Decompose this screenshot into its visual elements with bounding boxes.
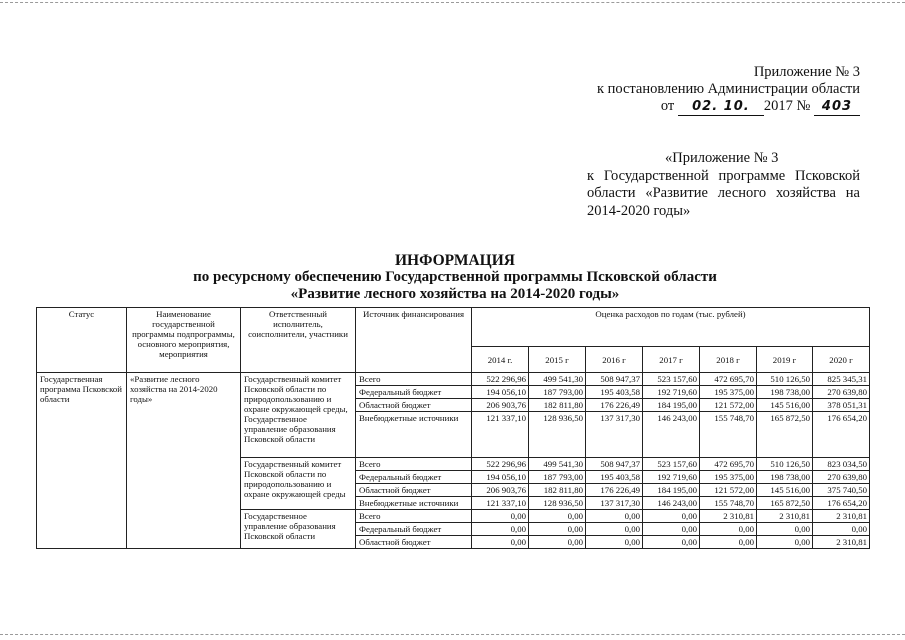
- appendix-decree-line1: Приложение № 3: [753, 64, 860, 80]
- value-cell: 195 375,00: [700, 471, 757, 484]
- header-year: 2019 г: [757, 347, 813, 373]
- value-cell: 823 034,50: [813, 458, 870, 471]
- executor-cell: Государственное управление образования Псковской области: [241, 510, 356, 549]
- source-cell: Областной бюджет: [356, 536, 472, 549]
- value-cell: 165 872,50: [757, 412, 813, 458]
- value-cell: 165 872,50: [757, 497, 813, 510]
- date-prefix: от: [660, 98, 675, 114]
- value-cell: 508 947,37: [586, 373, 643, 386]
- value-cell: 121 337,10: [472, 497, 529, 510]
- value-cell: 155 748,70: [700, 412, 757, 458]
- value-cell: 270 639,80: [813, 471, 870, 484]
- table-header-row: [37, 308, 870, 347]
- header-year: 2020 г: [813, 347, 870, 373]
- value-cell: 0,00: [586, 536, 643, 549]
- program-name-cell: «Развитие лесного хозяйства на 2014-2020 годы»: [127, 373, 241, 549]
- value-cell: 0,00: [529, 510, 586, 523]
- appendix-program-line1: «Приложение № 3: [665, 150, 779, 166]
- value-cell: 187 793,00: [529, 471, 586, 484]
- value-cell: 523 157,60: [643, 458, 700, 471]
- table-row: [37, 373, 870, 386]
- value-cell: 0,00: [643, 510, 700, 523]
- value-cell: 182 811,80: [529, 484, 586, 497]
- header-name: Наименование государственной программы подпрограммы, основного мероприятия, мероприятия: [127, 308, 241, 373]
- value-cell: 176 654,20: [813, 497, 870, 510]
- value-cell: 145 516,00: [757, 399, 813, 412]
- executor-cell: Государственный комитет Псковской области по природопользованию и охране окружающей среды, Государственное управление образования Псковской области: [241, 373, 356, 458]
- value-cell: 2 310,81: [700, 510, 757, 523]
- value-cell: 184 195,00: [643, 399, 700, 412]
- value-cell: 146 243,00: [643, 412, 700, 458]
- header-year: 2015 г: [529, 347, 586, 373]
- resource-table: [36, 307, 870, 549]
- header-year: 2016 г: [586, 347, 643, 373]
- value-cell: 508 947,37: [586, 458, 643, 471]
- document-subtitle: по ресурсному обеспечению Государственной программы Псковской области: [193, 269, 717, 285]
- document-title-block: [190, 252, 720, 303]
- value-cell: 375 740,50: [813, 484, 870, 497]
- value-cell: 0,00: [700, 536, 757, 549]
- value-cell: 0,00: [529, 536, 586, 549]
- value-cell: 195 375,00: [700, 386, 757, 399]
- value-cell: 0,00: [586, 510, 643, 523]
- handwritten-date: 02. 10.: [678, 98, 764, 116]
- value-cell: 195 403,58: [586, 386, 643, 399]
- value-cell: 198 738,00: [757, 386, 813, 399]
- appendix-decree-date-line: [560, 98, 860, 116]
- value-cell: 128 936,50: [529, 412, 586, 458]
- value-cell: 137 317,30: [586, 412, 643, 458]
- value-cell: 0,00: [757, 536, 813, 549]
- value-cell: 176 226,49: [586, 484, 643, 497]
- value-cell: 523 157,60: [643, 373, 700, 386]
- value-cell: 182 811,80: [529, 399, 586, 412]
- value-cell: 192 719,60: [643, 471, 700, 484]
- value-cell: 825 345,31: [813, 373, 870, 386]
- value-cell: 472 695,70: [700, 373, 757, 386]
- value-cell: 155 748,70: [700, 497, 757, 510]
- value-cell: 206 903,76: [472, 399, 529, 412]
- value-cell: 522 296,96: [472, 373, 529, 386]
- handwritten-number: 403: [814, 98, 860, 116]
- value-cell: 2 310,81: [757, 510, 813, 523]
- header-executor: Ответственный исполнитель, соисполнители, участники: [241, 308, 356, 373]
- source-cell: Федеральный бюджет: [356, 471, 472, 484]
- source-cell: Областной бюджет: [356, 484, 472, 497]
- value-cell: 187 793,00: [529, 386, 586, 399]
- page-edge-bottom: [0, 634, 905, 635]
- appendix-decree-line2: к постановлению Администрации области: [596, 81, 860, 97]
- value-cell: 499 541,30: [529, 373, 586, 386]
- value-cell: 121 572,00: [700, 484, 757, 497]
- header-year: 2018 г: [700, 347, 757, 373]
- document-title: ИНФОРМАЦИЯ: [395, 252, 515, 269]
- value-cell: 472 695,70: [700, 458, 757, 471]
- value-cell: 0,00: [643, 523, 700, 536]
- source-cell: Всего: [356, 373, 472, 386]
- value-cell: 0,00: [472, 523, 529, 536]
- value-cell: 0,00: [643, 536, 700, 549]
- source-cell: Всего: [356, 510, 472, 523]
- appendix-program-body: к Государственной программе Псковской области «Развитие лесного хозяйства на 2014-2020 годы»: [587, 167, 860, 219]
- value-cell: 0,00: [757, 523, 813, 536]
- value-cell: 270 639,80: [813, 386, 870, 399]
- value-cell: 194 056,10: [472, 386, 529, 399]
- source-cell: Федеральный бюджет: [356, 386, 472, 399]
- source-cell: Внебюджетные источники: [356, 412, 472, 458]
- value-cell: 145 516,00: [757, 484, 813, 497]
- appendix-program-header: [587, 150, 860, 220]
- value-cell: 192 719,60: [643, 386, 700, 399]
- value-cell: 176 654,20: [813, 412, 870, 458]
- value-cell: 176 226,49: [586, 399, 643, 412]
- header-estimate: Оценка расходов по годам (тыс. рублей): [472, 308, 870, 347]
- header-year: 2017 г: [643, 347, 700, 373]
- value-cell: 510 126,50: [757, 373, 813, 386]
- value-cell: 0,00: [586, 523, 643, 536]
- source-cell: Федеральный бюджет: [356, 523, 472, 536]
- document-program-name: «Развитие лесного хозяйства на 2014-2020 годы»: [290, 286, 620, 302]
- value-cell: 510 126,50: [757, 458, 813, 471]
- header-source: Источник финансирования: [356, 308, 472, 373]
- value-cell: 0,00: [700, 523, 757, 536]
- value-cell: 128 936,50: [529, 497, 586, 510]
- source-cell: Областной бюджет: [356, 399, 472, 412]
- value-cell: 194 056,10: [472, 471, 529, 484]
- value-cell: 2 310,81: [813, 536, 870, 549]
- status-cell: Государственная программа Псковской области: [37, 373, 127, 549]
- value-cell: 0,00: [472, 510, 529, 523]
- page-edge-top: [0, 2, 905, 3]
- value-cell: 137 317,30: [586, 497, 643, 510]
- value-cell: 121 337,10: [472, 412, 529, 458]
- value-cell: 121 572,00: [700, 399, 757, 412]
- value-cell: 522 296,96: [472, 458, 529, 471]
- value-cell: 0,00: [529, 523, 586, 536]
- value-cell: 206 903,76: [472, 484, 529, 497]
- value-cell: 499 541,30: [529, 458, 586, 471]
- value-cell: 198 738,00: [757, 471, 813, 484]
- value-cell: 378 051,31: [813, 399, 870, 412]
- appendix-decree-header: [560, 64, 860, 116]
- source-cell: Внебюджетные источники: [356, 497, 472, 510]
- value-cell: 184 195,00: [643, 484, 700, 497]
- source-cell: Всего: [356, 458, 472, 471]
- year-number-label: 2017 №: [763, 98, 811, 114]
- value-cell: 146 243,00: [643, 497, 700, 510]
- value-cell: 195 403,58: [586, 471, 643, 484]
- value-cell: 0,00: [472, 536, 529, 549]
- value-cell: 2 310,81: [813, 510, 870, 523]
- value-cell: 0,00: [813, 523, 870, 536]
- executor-cell: Государственный комитет Псковской области по природопользованию и охране окружающей среды: [241, 458, 356, 510]
- header-status: Статус: [37, 308, 127, 373]
- header-year: 2014 г.: [472, 347, 529, 373]
